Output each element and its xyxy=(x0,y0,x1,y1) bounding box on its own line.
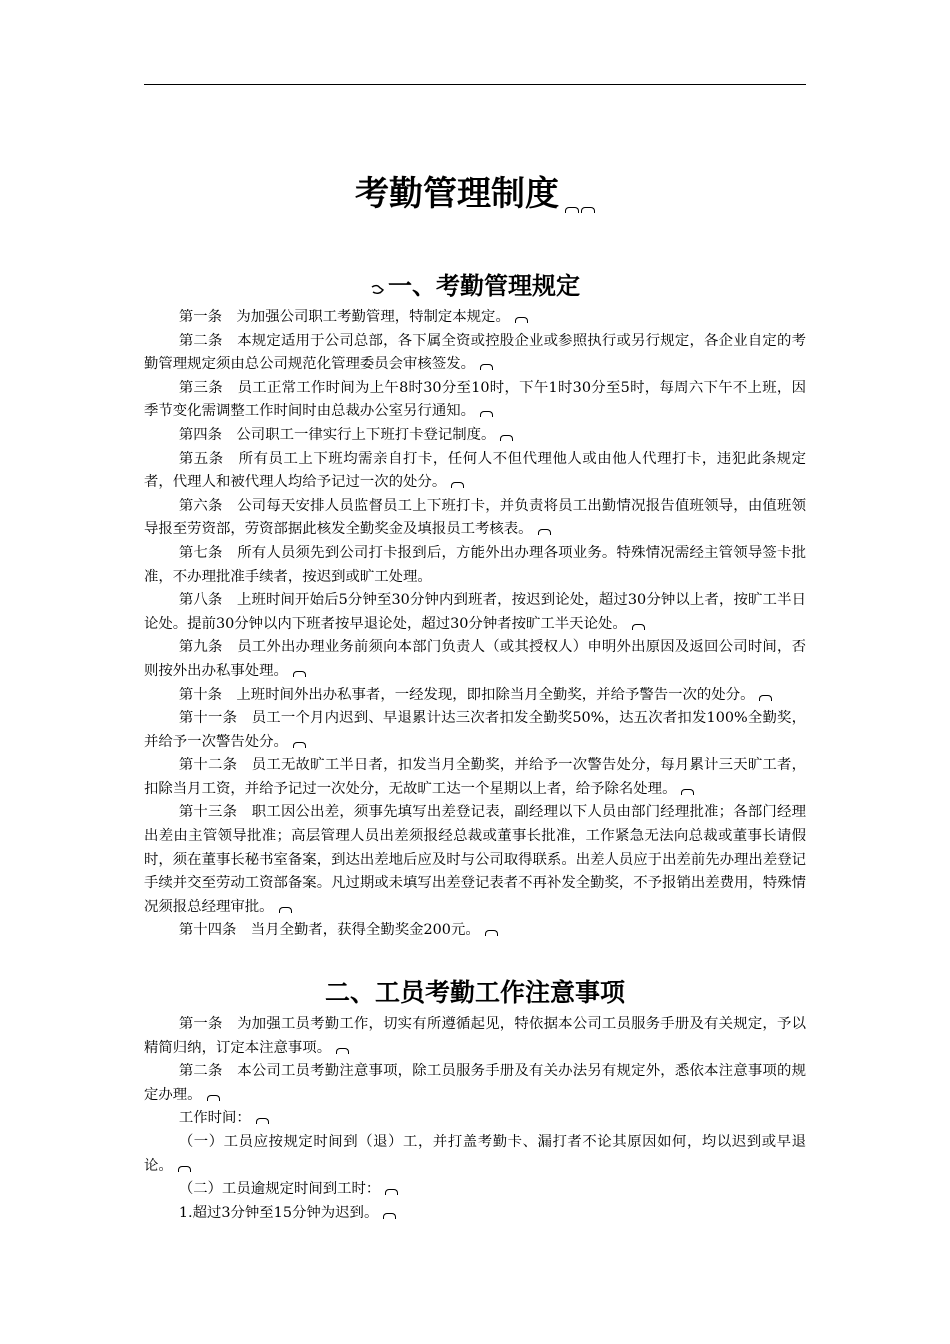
paragraph-mark-icon xyxy=(336,1048,349,1054)
article-paragraph: 第六条 公司每天安排人员监督员工上下班打卡，并负责将员工出勤情况报告值班领导，由值班领导报至劳资部，劳资部据此核发全勤奖金及填报员工考核表。 xyxy=(144,497,806,538)
section-attendance-notes xyxy=(144,973,806,1225)
article-paragraph: 第二条 本规定适用于公司总部，各下属全资或控股企业或参照执行或另行规定，各企业自定的考勤管理规定须由总公司规范化管理委员会审核签发。 xyxy=(144,332,806,373)
article-paragraph: 第九条 员工外出办理业务前须向本部门负责人（或其授权人）申明外出原因及返回公司时间，否则按外出办私事处理。 xyxy=(144,639,806,679)
paragraph-mark-icon xyxy=(500,435,513,441)
paragraph-mark-icon xyxy=(256,1118,269,1124)
article-paragraph: 第十二条 员工无故旷工半日者，扣发当月全勤奖，并给予一次警告处分，每月累计三天旷工者，扣除当月工资，并给予记过一次处分，无故旷工达一个星期以上者，给予除名处理。 xyxy=(144,757,806,797)
article-paragraph: 第四条 公司职工一律实行上下班打卡登记制度。 xyxy=(144,424,806,448)
article-paragraph: （一）工员应按规定时间到（退）工，并打盖考勤卡、漏打者不论其原因如何，均以迟到或早退论。 xyxy=(144,1133,806,1174)
article-paragraph: 第十四条 当月全勤者，获得全勤奖金200元。 xyxy=(144,919,806,943)
paragraph-mark-icon xyxy=(563,174,595,226)
paragraph-mark-icon xyxy=(207,1095,220,1101)
paragraph-mark-icon xyxy=(293,742,306,748)
document-title xyxy=(0,168,950,226)
article-paragraph: 第八条 上班时间开始后5分钟至30分钟内到班者，按迟到论处，超过30分钟以上者，按旷工半日论处。提前30分钟以内下班者按早退论处，超过30分钟者按旷工半天论处。 xyxy=(144,592,806,632)
paragraph-mark-icon xyxy=(451,482,464,488)
anchor-icon xyxy=(370,284,386,296)
paragraph-mark-icon xyxy=(293,671,306,677)
document-title-text: 考勤管理制度 xyxy=(355,174,559,214)
paragraph-mark-icon xyxy=(385,1189,398,1195)
paragraph-mark-icon xyxy=(383,1213,396,1219)
paragraph-mark-icon xyxy=(485,930,498,936)
paragraph-mark-icon xyxy=(681,789,694,795)
paragraph-mark-icon xyxy=(279,907,292,913)
article-paragraph: （二）工员逾规定时间到工时： xyxy=(144,1178,806,1202)
article-paragraph: 1.超过3分钟至15分钟为迟到。 xyxy=(144,1202,806,1226)
paragraph-mark-icon xyxy=(480,364,493,370)
paragraph-mark-icon xyxy=(480,411,493,417)
header-rule xyxy=(144,84,806,85)
article-paragraph: 第七条 所有人员须先到公司打卡报到后，方能外出办理各项业务。特殊情况需经主管领导签卡批准，不办理批准手续者，按迟到或旷工处理。 xyxy=(144,544,806,585)
article-paragraph: 第一条 为加强工员考勤工作，切实有所遵循起见，特依据本公司工员服务手册及有关规定，予以精简归纳，订定本注意事项。 xyxy=(144,1016,806,1056)
section-heading-text: 二、工员考勤工作注意事项 xyxy=(324,978,625,1007)
section-heading xyxy=(144,973,806,1013)
paragraph-mark-icon xyxy=(178,1166,191,1172)
article-paragraph: 第十一条 员工一个月内迟到、早退累计达三次者扣发全勤奖50%，达五次者扣发100%全勤奖，并给予一次警告处分。 xyxy=(144,710,806,750)
paragraph-mark-icon xyxy=(515,317,528,323)
paragraph-mark-icon xyxy=(759,695,772,701)
article-paragraph: 第五条 所有员工上下班均需亲自打卡，任何人不但代理他人或由他人代理打卡，违犯此条规定者，代理人和被代理人均给予记过一次的处分。 xyxy=(144,450,806,491)
article-paragraph: 第十三条 职工因公出差，须事先填写出差登记表，副经理以下人员由部门经理批准；各部门经理出差由主管领导批准；高层管理人员出差须报经总裁或董事长批准，工作紧急无法向总裁或董事长请假时，须在董事长秘书室备案，到达出差地后应及时与公司取得联系。出差人员应于出差前先办理出差登记手续并交至劳动工资部备案。凡过期或未填写出差登记表者不再补发全勤奖，不予报销出差费用，特殊情况须报总经理审批。 xyxy=(144,804,806,915)
paragraph-mark-icon xyxy=(538,529,551,535)
section-attendance-rules xyxy=(144,266,806,943)
paragraph-mark-icon xyxy=(632,624,645,630)
section-heading xyxy=(144,266,806,306)
article-paragraph: 工作时间： xyxy=(144,1107,806,1131)
article-paragraph: 第一条 为加强公司职工考勤管理，特制定本规定。 xyxy=(144,306,806,330)
section-heading-text: 一、考勤管理规定 xyxy=(388,272,580,300)
article-paragraph: 第三条 员工正常工作时间为上午8时30分至10时，下午1时30分至5时，每周六下午不上班，因季节变化需调整工作时间时由总裁办公室另行通知。 xyxy=(144,379,806,420)
article-paragraph: 第十条 上班时间外出办私事者，一经发现，即扣除当月全勤奖，并给予警告一次的处分。 xyxy=(144,684,806,708)
article-paragraph: 第二条 本公司工员考勤注意事项，除工员服务手册及有关办法另有规定外，悉依本注意事项的规定办理。 xyxy=(144,1063,806,1103)
